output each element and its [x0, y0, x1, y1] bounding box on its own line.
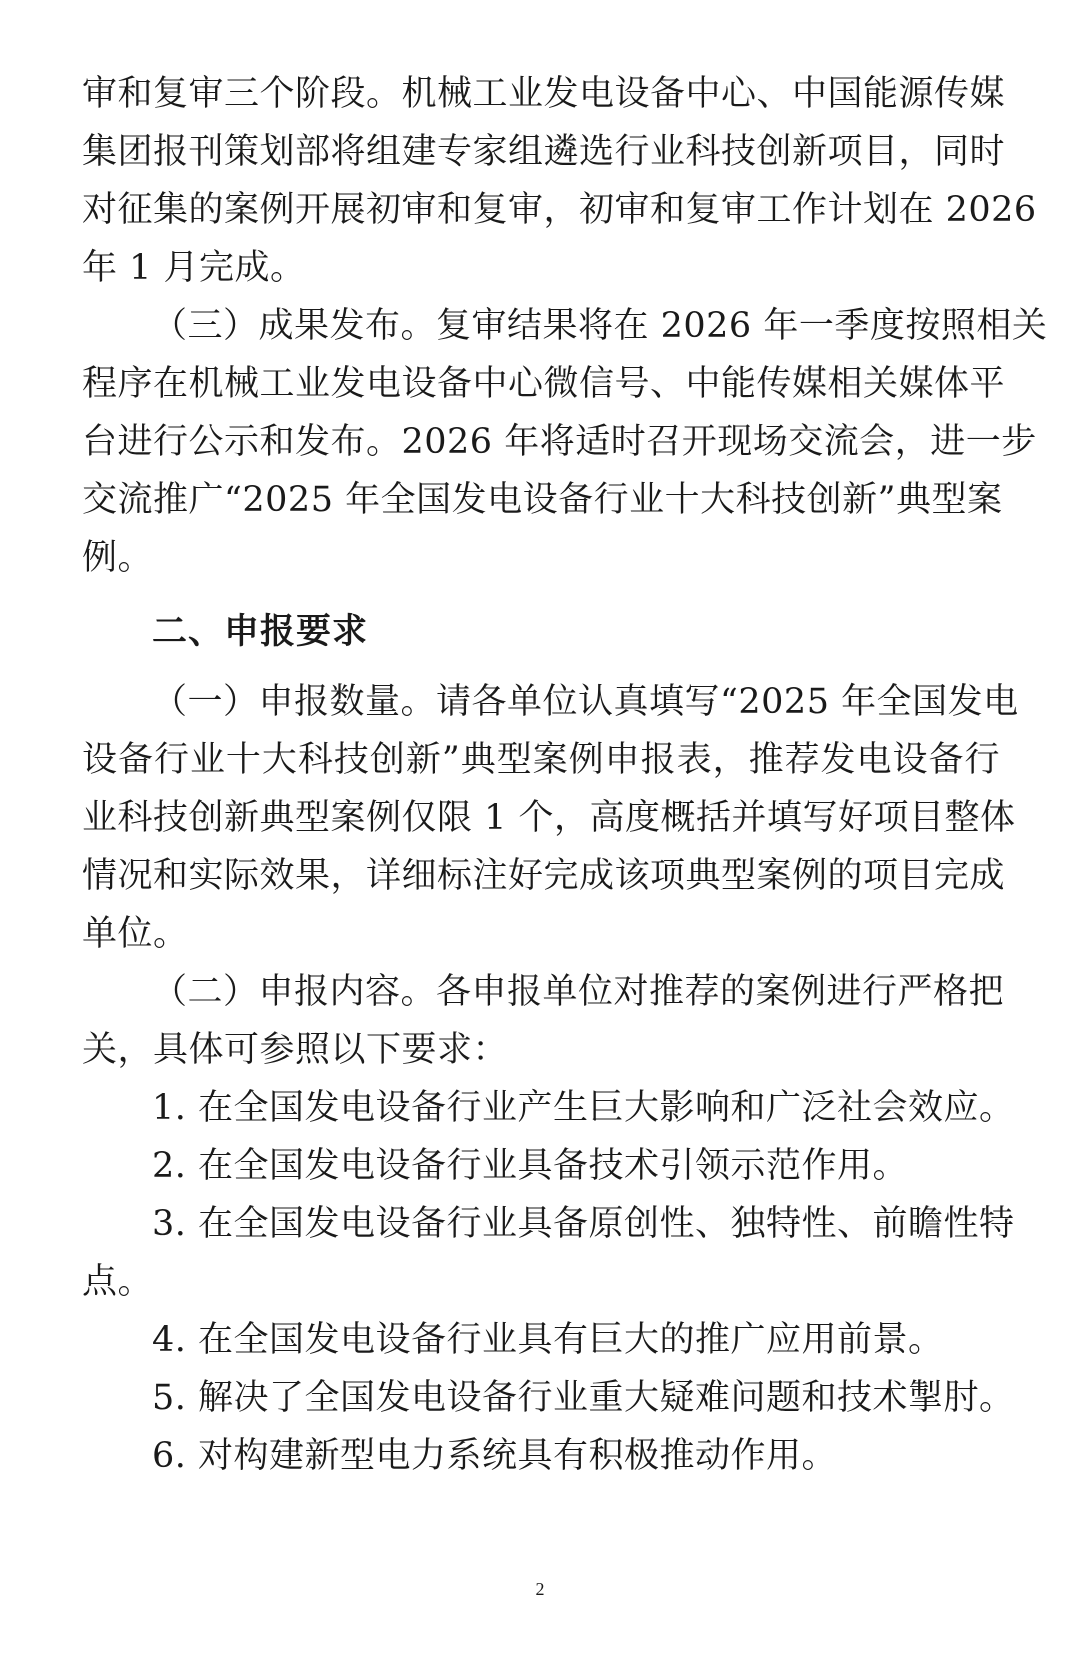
paragraph-line: 例。	[82, 538, 154, 578]
paragraph-line: 对征集的案例开展初审和复审，初审和复审工作计划在 2026	[82, 190, 1037, 230]
paragraph-line: 台进行公示和发布。2026 年将适时召开现场交流会，进一步	[82, 422, 1037, 462]
list-item: 6. 对构建新型电力系统具有积极推动作用。	[152, 1436, 838, 1476]
paragraph-line: 关，具体可参照以下要求：	[82, 1030, 509, 1070]
paragraph-line: 集团报刊策划部将组建专家组遴选行业科技创新项目，同时	[82, 132, 1006, 172]
paragraph-line: 程序在机械工业发电设备中心微信号、中能传媒相关媒体平	[82, 364, 1006, 404]
paragraph-line: （三）成果发布。复审结果将在 2026 年一季度按照相关	[152, 306, 1048, 346]
list-item: 1. 在全国发电设备行业产生巨大影响和广泛社会效应。	[152, 1088, 1015, 1128]
paragraph-line: 单位。	[82, 914, 189, 954]
list-item: 3. 在全国发电设备行业具备原创性、独特性、前瞻性特	[152, 1204, 1015, 1244]
paragraph-line: 年 1 月完成。	[82, 248, 306, 288]
paragraph-line: 业科技创新典型案例仅限 1 个，高度概括并填写好项目整体	[82, 798, 1016, 838]
list-item: 2. 在全国发电设备行业具备技术引领示范作用。	[152, 1146, 909, 1186]
list-item: 4. 在全国发电设备行业具有巨大的推广应用前景。	[152, 1320, 944, 1360]
paragraph-line: 审和复审三个阶段。机械工业发电设备中心、中国能源传媒	[82, 74, 1006, 114]
paragraph-line: 设备行业十大科技创新”典型案例申报表，推荐发电设备行	[82, 740, 1000, 780]
list-item: 5. 解决了全国发电设备行业重大疑难问题和技术掣肘。	[152, 1378, 1015, 1418]
paragraph-line: 交流推广“2025 年全国发电设备行业十大科技创新”典型案	[82, 480, 1003, 520]
paragraph-line: 情况和实际效果，详细标注好完成该项典型案例的项目完成	[82, 856, 1006, 896]
paragraph-line: （二）申报内容。各申报单位对推荐的案例进行严格把	[152, 972, 1005, 1012]
list-item-continuation: 点。	[82, 1262, 154, 1302]
paragraph-line: （一）申报数量。请各单位认真填写“2025 年全国发电	[152, 682, 1019, 722]
page-number: 2	[535, 1579, 545, 1599]
section-heading: 二、申报要求	[152, 612, 369, 652]
